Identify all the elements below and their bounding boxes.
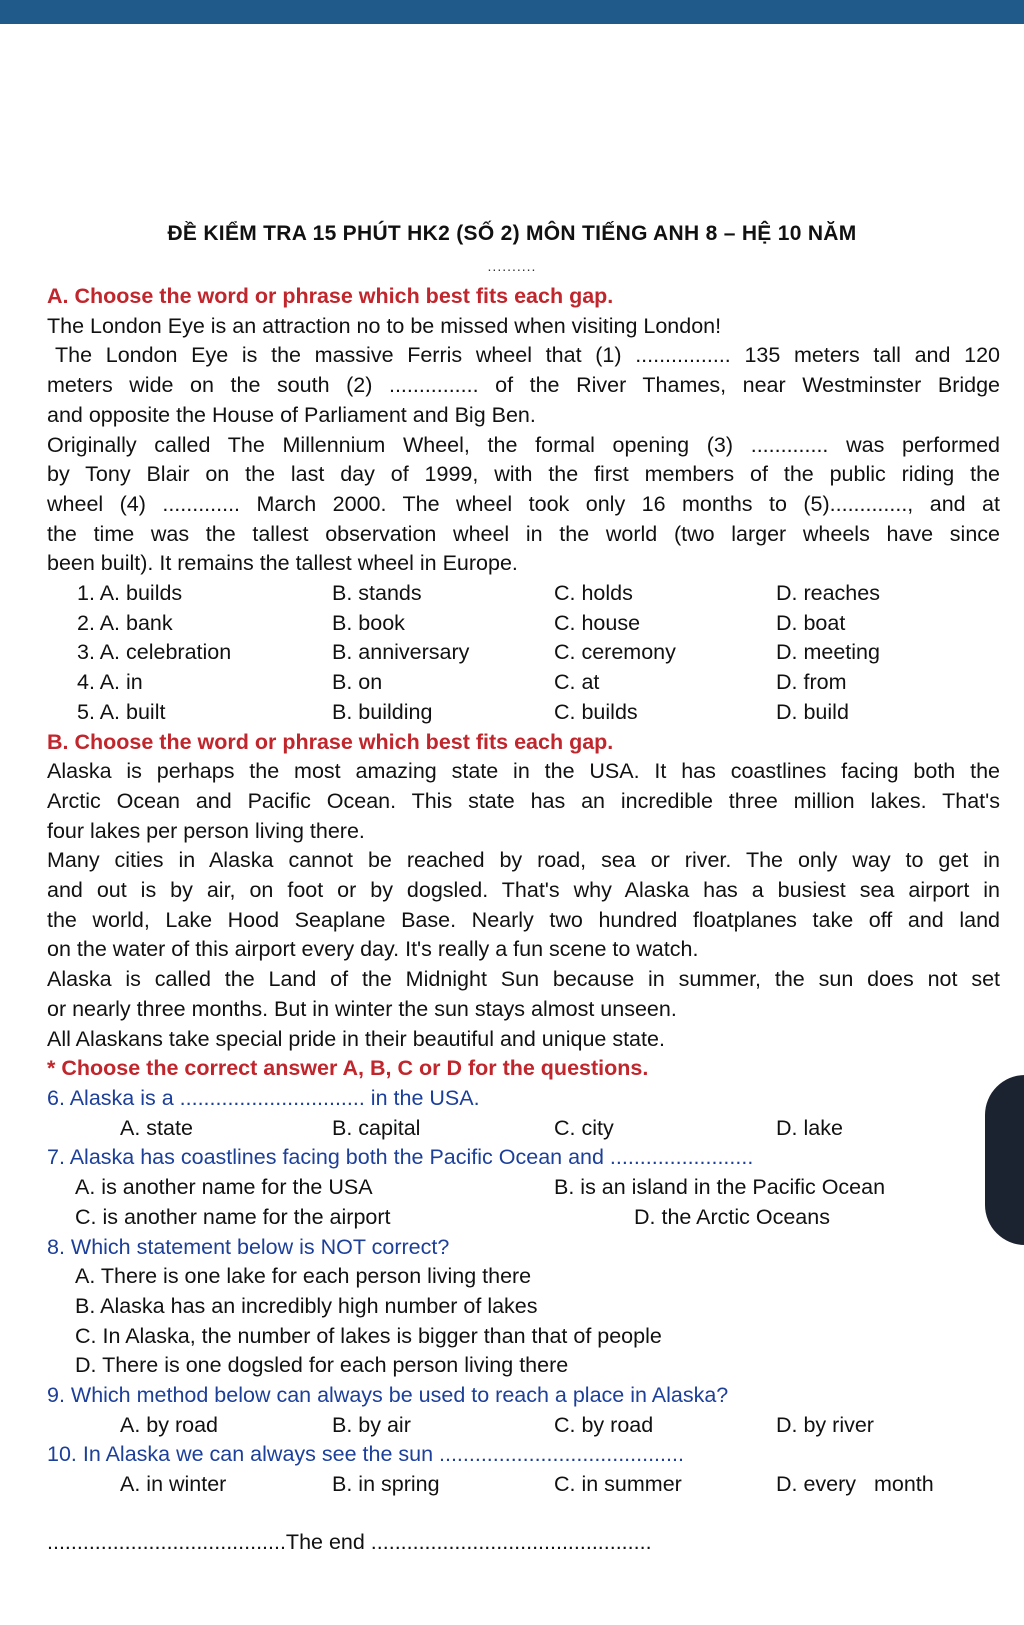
question-9: 9. Which method below can always be used to reach a place in Alaska? <box>47 1383 729 1408</box>
option-d[interactable]: D. build <box>776 699 849 724</box>
option-a[interactable]: 2. A. bank <box>77 610 173 635</box>
partial-photo-edge <box>985 1075 1024 1245</box>
option-b[interactable]: B. building <box>332 699 433 724</box>
option-row-5 <box>47 698 1000 728</box>
passage-a-line: wheel (4) ............. March 2000. The wheel took only 16 months to (5)............., and at <box>47 491 1000 516</box>
passage-b-line: the world, Lake Hood Seaplane Base. Nearly two hundred floatplanes take off and land <box>47 907 1000 932</box>
option-b[interactable]: B. Alaska has an incredibly high number of lakes <box>75 1293 538 1318</box>
q7-options-row-1 <box>47 1173 1000 1203</box>
option-b[interactable]: B. capital <box>332 1115 421 1140</box>
title-divider: .......... <box>487 258 537 274</box>
option-d[interactable]: D. reaches <box>776 581 880 606</box>
option-d[interactable]: D. meeting <box>776 640 880 665</box>
option-c[interactable]: C. city <box>554 1115 614 1140</box>
passage-b-line: Arctic Ocean and Pacific Ocean. This state has an incredible three million lakes. That's <box>47 788 1000 813</box>
option-d[interactable]: D. by river <box>776 1412 874 1437</box>
option-b[interactable]: B. is an island in the Pacific Ocean <box>554 1175 886 1200</box>
passage-a-line: The London Eye is an attraction no to be missed when visiting London! <box>47 313 722 338</box>
q7-options-row-2 <box>47 1203 1000 1233</box>
q6-options <box>47 1114 1000 1144</box>
option-d[interactable]: D. every month <box>776 1472 934 1497</box>
document-body <box>47 282 1000 1500</box>
question-6: 6. Alaska is a ............................... in the USA. <box>47 1085 480 1110</box>
option-c[interactable]: C. ceremony <box>554 640 676 665</box>
option-row-2 <box>47 609 1000 639</box>
question-10: 10. In Alaska we can always see the sun ......................................... <box>47 1442 684 1467</box>
passage-a-line: The London Eye is the massive Ferris wheel that (1) ................ 135 meters tall and 120 <box>55 343 1000 368</box>
the-end-line: ........................................The end ............................................... <box>47 1530 652 1554</box>
option-c[interactable]: C. is another name for the airport <box>75 1204 391 1229</box>
option-a[interactable]: A. in winter <box>120 1472 227 1497</box>
option-c[interactable]: C. holds <box>554 581 633 606</box>
option-d[interactable]: D. There is one dogsled for each person living there <box>75 1353 569 1378</box>
option-a[interactable]: A. There is one lake for each person living there <box>75 1264 532 1289</box>
option-d[interactable]: D. the Arctic Oceans <box>634 1204 830 1229</box>
option-c[interactable]: C. at <box>554 670 600 695</box>
passage-a-line: the time was the tallest observation wheel in the world (two larger wheels have since <box>47 521 1000 546</box>
option-a[interactable]: 4. A. in <box>77 670 143 695</box>
option-row-1 <box>47 579 1000 609</box>
option-b[interactable]: B. by air <box>332 1412 411 1437</box>
option-d[interactable]: D. boat <box>776 610 846 635</box>
option-b[interactable]: B. in spring <box>332 1472 440 1497</box>
questions-instruction: * Choose the correct answer A, B, C or D for the questions. <box>47 1056 649 1081</box>
option-d[interactable]: D. from <box>776 670 847 695</box>
option-c[interactable]: C. by road <box>554 1412 654 1437</box>
option-c[interactable]: C. in summer <box>554 1472 682 1497</box>
passage-a-line: meters wide on the south (2) ............... of the River Thames, near Westminster Bridge <box>47 373 1000 398</box>
top-bar <box>0 0 1024 24</box>
option-c[interactable]: C. In Alaska, the number of lakes is bigger than that of people <box>75 1323 662 1348</box>
section-b-heading: B. Choose the word or phrase which best fits each gap. <box>47 729 614 754</box>
passage-b-line: Alaska is called the Land of the Midnight Sun because in summer, the sun does not set <box>47 967 1000 992</box>
option-a[interactable]: A. is another name for the USA <box>75 1175 373 1200</box>
passage-b-line: four lakes per person living there. <box>47 818 365 843</box>
q9-options <box>47 1411 1000 1441</box>
passage-b-line: Many cities in Alaska cannot be reached by road, sea or river. The only way to get in <box>47 848 1000 873</box>
option-row-3 <box>47 638 1000 668</box>
option-a[interactable]: 1. A. builds <box>77 581 183 606</box>
passage-b-line: Alaska is perhaps the most amazing state in the USA. It has coastlines facing both the <box>47 759 1000 784</box>
passage-b-line: or nearly three months. But in winter the sun stays almost unseen. <box>47 996 677 1021</box>
option-b[interactable]: B. anniversary <box>332 640 470 665</box>
passage-a-line: Originally called The Millennium Wheel, the formal opening (3) ............. was performed <box>47 432 1000 457</box>
passage-a-line: been built). It remains the tallest wheel in Europe. <box>47 551 518 576</box>
option-a[interactable]: 3. A. celebration <box>77 640 232 665</box>
question-7: 7. Alaska has coastlines facing both the Pacific Ocean and ........................ <box>47 1145 754 1170</box>
passage-a-line: by Tony Blair on the last day of 1999, with the first members of the public riding the <box>47 462 1000 487</box>
passage-b-line: on the water of this airport every day. It's really a fun scene to watch. <box>47 937 699 962</box>
option-a[interactable]: 5. A. built <box>77 699 166 724</box>
passage-b-line: All Alaskans take special pride in their beautiful and unique state. <box>47 1026 665 1051</box>
q10-options <box>47 1470 1000 1500</box>
option-b[interactable]: B. stands <box>332 581 422 606</box>
option-d[interactable]: D. lake <box>776 1115 843 1140</box>
passage-b-line: and out is by air, on foot or by dogsled. That's why Alaska has a busiest sea airport in <box>47 878 1000 903</box>
section-a-heading: A. Choose the word or phrase which best fits each gap. <box>47 284 614 308</box>
option-a[interactable]: A. state <box>120 1115 193 1140</box>
option-c[interactable]: C. house <box>554 610 641 635</box>
option-c[interactable]: C. builds <box>554 699 638 724</box>
option-a[interactable]: A. by road <box>120 1412 218 1437</box>
option-row-4 <box>47 668 1000 698</box>
page-title: ĐỀ KIỂM TRA 15 PHÚT HK2 (SỐ 2) MÔN TIẾNG ANH 8 – HỆ 10 NĂM <box>167 222 857 245</box>
passage-a-line: and opposite the House of Parliament and Big Ben. <box>47 402 536 427</box>
option-b[interactable]: B. on <box>332 670 383 695</box>
question-8: 8. Which statement below is NOT correct? <box>47 1234 450 1259</box>
option-b[interactable]: B. book <box>332 610 405 635</box>
